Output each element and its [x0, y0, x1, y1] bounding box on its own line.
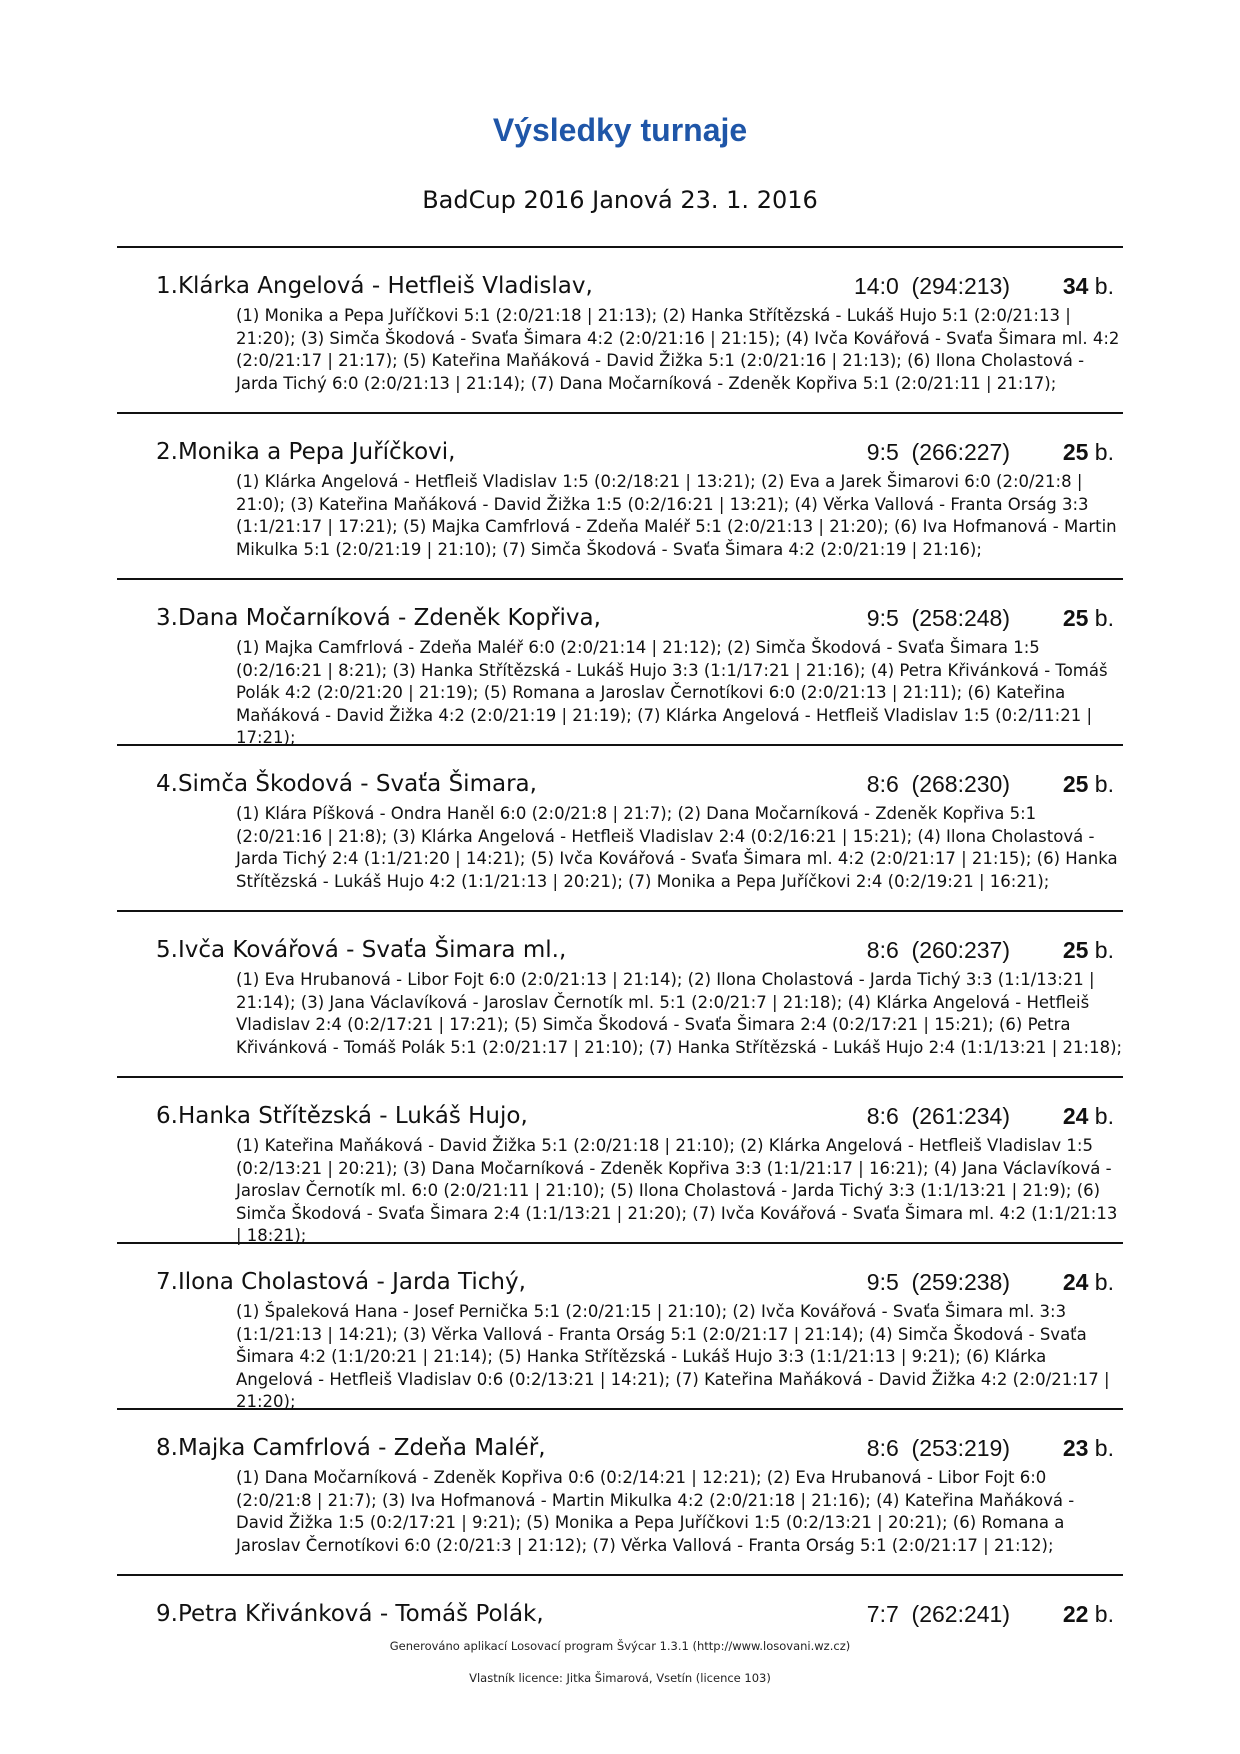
entry-divider	[117, 1242, 1123, 1244]
total-points: 22 b.	[1062, 1601, 1114, 1627]
entry-header	[0, 771, 1240, 803]
match-record: 8:6 (253:219)	[866, 1435, 1010, 1461]
team-name: 6.Hanka Střítězská - Lukáš Hujo,	[156, 1103, 528, 1129]
entry-header	[0, 439, 1240, 471]
entry-divider	[117, 412, 1123, 414]
total-points: 24 b.	[1062, 1103, 1114, 1129]
entry-header	[0, 1601, 1240, 1633]
total-points: 23 b.	[1062, 1435, 1114, 1461]
entry-divider	[117, 1574, 1123, 1576]
team-name: 4.Simča Škodová - Svaťa Šimara,	[156, 771, 537, 797]
total-points: 25 b.	[1062, 605, 1114, 631]
match-details: (1) Klárka Angelová - Hetfleiš Vladislav 1:5 (0:2/18:21 | 13:21); (2) Eva a Jarek Šimarovi 6:0 (2:0/21:8 | 21:0); (3) Kateřina Maňáková - David Žižka 1:5 (0:2/16:21 | 13:21); (4) Věrka Vallová - Franta Orság 3:3 (1:1/21:17 | 17:21); (5) Majka Camfrlová - Zdeňa Maléř 5:1 (2:0/21:13 | 21:20); (6) Iva Hofmanová - Martin Mikulka 5:1 (2:0/21:19 | 21:10); (7) Simča Škodová - Svaťa Šimara 4:2 (2:0/21:19 | 21:16);	[236, 472, 1117, 559]
entry-header	[0, 1103, 1240, 1135]
result-entry	[0, 937, 1240, 1059]
match-record: 8:6 (268:230)	[866, 771, 1010, 797]
match-details: (1) Majka Camfrlová - Zdeňa Maléř 6:0 (2:0/21:14 | 21:12); (2) Simča Škodová - Svaťa Šimara 1:5 (0:2/16:21 | 8:21); (3) Hanka Střítězská - Lukáš Hujo 3:3 (1:1/17:21 | 21:16); (4) Petra Křivánková - Tomáš Polák 4:2 (2:0/21:20 | 21:19); (5) Romana a Jaroslav Černotíkovi 6:0 (2:0/21:13 | 21:11); (6) Kateřina Maňáková - David Žižka 4:2 (2:0/21:19 | 21:19); (7) Klárka Angelová - Hetfleiš Vladislav 1:5 (0:2/11:21 | 17:21);	[236, 638, 1108, 747]
match-details: (1) Špaleková Hana - Josef Pernička 5:1 (2:0/21:15 | 21:10); (2) Ivča Kovářová - Svaťa Šimara ml. 3:3 (1:1/21:13 | 14:21); (3) Věrka Vallová - Franta Orság 5:1 (2:0/21:17 | 21:14); (4) Simča Škodová - Svaťa Šimara 4:2 (1:1/20:21 | 21:14); (5) Hanka Střítězská - Lukáš Hujo 3:3 (1:1/21:13 | 9:21); (6) Klárka Angelová - Hetfleiš Vladislav 0:6 (0:2/13:21 | 14:21); (7) Kateřina Maňáková - David Žižka 4:2 (2:0/21:17 | 21:20);	[236, 1302, 1110, 1411]
team-name: 5.Ivča Kovářová - Svaťa Šimara ml.,	[156, 937, 567, 963]
entry-divider	[117, 744, 1123, 746]
tournament-subtitle: BadCup 2016 Janová 23. 1. 2016	[422, 186, 818, 214]
match-details: (1) Monika a Pepa Juříčkovi 5:1 (2:0/21:18 | 21:13); (2) Hanka Střítězská - Lukáš Hujo 5:1 (2:0/21:13 | 21:20); (3) Simča Škodová - Svaťa Šimara 4:2 (2:0/21:16 | 21:15); (4) Ivča Kovářová - Svaťa Šimara ml. 4:2 (2:0/21:17 | 21:17); (5) Kateřina Maňáková - David Žižka 5:1 (2:0/21:16 | 21:13); (6) Ilona Cholastová - Jarda Tichý 6:0 (2:0/21:13 | 21:14); (7) Dana Močarníková - Zdeněk Kopřiva 5:1 (2:0/21:11 | 21:17);	[236, 306, 1120, 393]
team-name: 9.Petra Křivánková - Tomáš Polák,	[156, 1601, 544, 1627]
total-points: 24 b.	[1062, 1269, 1114, 1295]
footer-generated: Generováno aplikací Losovací program Švýcar 1.3.1 (http://www.losovani.wz.cz)	[389, 1639, 851, 1653]
entry-divider	[117, 1408, 1123, 1410]
team-name: 8.Majka Camfrlová - Zdeňa Maléř,	[156, 1435, 546, 1461]
total-points: 25 b.	[1062, 439, 1114, 465]
result-entry	[0, 605, 1240, 750]
team-name: 3.Dana Močarníková - Zdeněk Kopřiva,	[156, 605, 601, 631]
match-details: (1) Dana Močarníková - Zdeněk Kopřiva 0:6 (0:2/14:21 | 12:21); (2) Eva Hrubanová - Libor Fojt 6:0 (2:0/21:8 | 21:7); (3) Iva Hofmanová - Martin Mikulka 4:2 (2:0/21:18 | 21:16); (4) Kateřina Maňáková - David Žižka 1:5 (0:2/17:21 | 9:21); (5) Monika a Pepa Juříčkovi 1:5 (0:2/13:21 | 20:21); (6) Romana a Jaroslav Černotíkovi 6:0 (2:0/21:3 | 21:12); (7) Věrka Vallová - Franta Orság 5:1 (2:0/21:17 | 21:12);	[236, 1468, 1075, 1555]
entry-header	[0, 1269, 1240, 1301]
total-points: 25 b.	[1062, 937, 1114, 963]
match-record: 8:6 (261:234)	[866, 1103, 1010, 1129]
entry-divider	[117, 1076, 1123, 1078]
match-record: 9:5 (258:248)	[866, 605, 1010, 631]
match-details: (1) Kateřina Maňáková - David Žižka 5:1 (2:0/21:18 | 21:10); (2) Klárka Angelová - Hetfleiš Vladislav 1:5 (0:2/13:21 | 20:21); (3) Dana Močarníková - Zdeněk Kopřiva 3:3 (1:1/21:17 | 16:21); (4) Jana Václavíková - Jaroslav Černotík ml. 6:0 (2:0/21:11 | 21:10); (5) Ilona Cholastová - Jarda Tichý 3:3 (1:1/13:21 | 21:9); (6) Simča Škodová - Svaťa Šimara 2:4 (1:1/13:21 | 21:20); (7) Ivča Kovářová - Svaťa Šimara ml. 4:2 (1:1/21:13 | 18:21);	[236, 1136, 1118, 1245]
team-name: 7.Ilona Cholastová - Jarda Tichý,	[156, 1269, 526, 1295]
team-name: 2.Monika a Pepa Juříčkovi,	[156, 439, 456, 465]
match-record: 8:6 (260:237)	[866, 937, 1010, 963]
entry-header	[0, 937, 1240, 969]
entry-header	[0, 273, 1240, 305]
match-record: 9:5 (266:227)	[866, 439, 1010, 465]
result-entry	[0, 1435, 1240, 1557]
entry-header	[0, 605, 1240, 637]
total-points: 34 b.	[1062, 273, 1114, 299]
result-entry	[0, 771, 1240, 893]
entry-divider	[117, 578, 1123, 580]
result-entry	[0, 1601, 1240, 1633]
result-entry	[0, 1269, 1240, 1414]
team-name: 1.Klárka Angelová - Hetfleiš Vladislav,	[156, 273, 593, 299]
page-title: Výsledky turnaje	[492, 112, 748, 148]
match-record: 14:0 (294:213)	[853, 273, 1010, 299]
footer-license: Vlastník licence: Jitka Šimarová, Vsetín (licence 103)	[469, 1671, 771, 1685]
entry-header	[0, 1435, 1240, 1467]
result-entry	[0, 273, 1240, 395]
result-entry	[0, 439, 1240, 561]
result-entry	[0, 1103, 1240, 1248]
match-details: (1) Eva Hrubanová - Libor Fojt 6:0 (2:0/21:13 | 21:14); (2) Ilona Cholastová - Jarda Tichý 3:3 (1:1/13:21 | 21:14); (3) Jana Václavíková - Jaroslav Černotík ml. 5:1 (2:0/21:7 | 21:18); (4) Klárka Angelová - Hetfleiš Vladislav 2:4 (0:2/17:21 | 17:21); (5) Simča Škodová - Svaťa Šimara 2:4 (0:2/17:21 | 15:21); (6) Petra Křivánková - Tomáš Polák 5:1 (2:0/21:17 | 21:10); (7) Hanka Střítězská - Lukáš Hujo 2:4 (1:1/13:21 | 21:18);	[236, 970, 1123, 1057]
match-record: 9:5 (259:238)	[866, 1269, 1010, 1295]
match-details: (1) Klára Píšková - Ondra Haněl 6:0 (2:0/21:8 | 21:7); (2) Dana Močarníková - Zdeněk Kopřiva 5:1 (2:0/21:16 | 21:8); (3) Klárka Angelová - Hetfleiš Vladislav 2:4 (0:2/16:21 | 15:21); (4) Ilona Cholastová - Jarda Tichý 2:4 (1:1/21:20 | 14:21); (5) Ivča Kovářová - Svaťa Šimara ml. 4:2 (2:0/21:17 | 21:15); (6) Hanka Střítězská - Lukáš Hujo 4:2 (1:1/21:13 | 20:21); (7) Monika a Pepa Juříčkovi 2:4 (0:2/19:21 | 16:21);	[236, 804, 1118, 891]
total-points: 25 b.	[1062, 771, 1114, 797]
match-record: 7:7 (262:241)	[866, 1601, 1010, 1627]
entry-divider	[117, 910, 1123, 912]
